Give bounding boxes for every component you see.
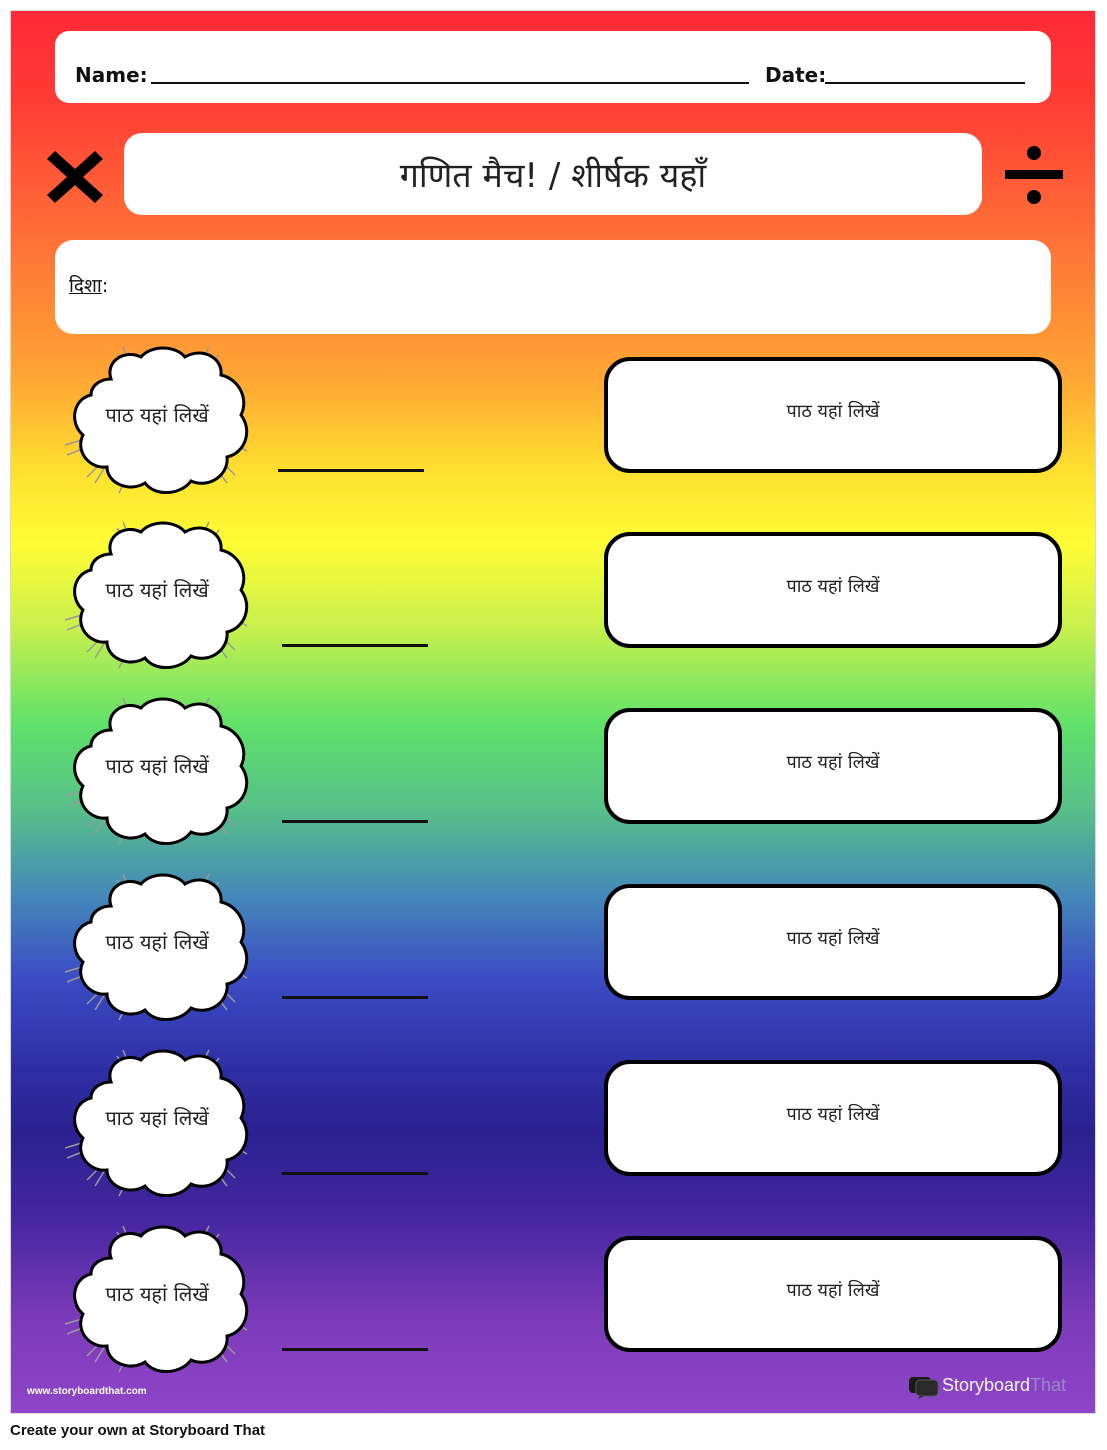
answer-box (604, 884, 1062, 1000)
match-row (11, 1046, 1095, 1222)
name-field[interactable] (151, 82, 749, 84)
answer-blank-line[interactable] (282, 996, 428, 999)
answer-blank-line[interactable] (282, 820, 428, 823)
prompt-text[interactable]: पाठ यहां लिखें (105, 1282, 209, 1306)
match-row (11, 870, 1095, 1046)
name-label: Name: (75, 63, 148, 87)
title-box (124, 133, 982, 215)
worksheet-title[interactable]: गणित मैच! / शीर्षक यहाँ (399, 156, 707, 196)
directions-box (55, 240, 1051, 334)
prompt-text[interactable]: पाठ यहां लिखें (105, 930, 209, 954)
match-row (11, 694, 1095, 870)
answer-text[interactable]: पाठ यहां लिखें (786, 752, 880, 773)
answer-box (604, 532, 1062, 648)
directions-label[interactable]: दिशा: (69, 275, 109, 297)
site-url: www.storyboardthat.com (27, 1386, 147, 1397)
date-field[interactable] (825, 82, 1025, 84)
answer-box (604, 708, 1062, 824)
answer-box (604, 1060, 1062, 1176)
divide-icon (1003, 144, 1065, 206)
prompt-text[interactable]: पाठ यहां लिखें (105, 578, 209, 602)
match-row (11, 518, 1095, 694)
answer-box (604, 357, 1062, 473)
prompt-text[interactable]: पाठ यहां लिखें (105, 1106, 209, 1130)
multiply-icon (45, 147, 105, 207)
prompt-text[interactable]: पाठ यहां लिखें (105, 754, 209, 778)
match-row (11, 1222, 1095, 1398)
prompt-text[interactable]: पाठ यहां लिखें (105, 403, 209, 427)
footer-credit[interactable]: Create your own at Storyboard That (10, 1422, 266, 1439)
answer-text[interactable]: पाठ यहां लिखें (786, 401, 880, 422)
answer-box (604, 1236, 1062, 1352)
answer-text[interactable]: पाठ यहां लिखें (786, 1280, 880, 1301)
answer-text[interactable]: पाठ यहां लिखें (786, 576, 880, 597)
answer-blank-line[interactable] (282, 1172, 428, 1175)
date-label: Date: (765, 63, 827, 87)
answer-blank-line[interactable] (278, 469, 424, 472)
name-date-box (55, 31, 1051, 103)
storyboardthat-logo-icon (908, 1375, 940, 1399)
answer-text[interactable]: पाठ यहां लिखें (786, 1104, 880, 1125)
answer-blank-line[interactable] (282, 1348, 428, 1351)
answer-blank-line[interactable] (282, 644, 428, 647)
match-row (11, 343, 1095, 519)
worksheet-page: Name: Date: गणित मैच! / शीर्षक यहाँ दिशा: पाठ यहां लिखें पाठ यहां लिखें पाठ यहां लिखें पाठ यहां लिखें पाठ यहां लिखें पाठ यहां लिखें पाठ यहां लिखें पाठ यहां लिखें पाठ यहां लिखें पाठ यहां लिखें पाठ यहां लिखें पाठ यहां लिखें www.storyboardthat.com StoryboardThat (11, 11, 1095, 1413)
answer-text[interactable]: पाठ यहां लिखें (786, 928, 880, 949)
